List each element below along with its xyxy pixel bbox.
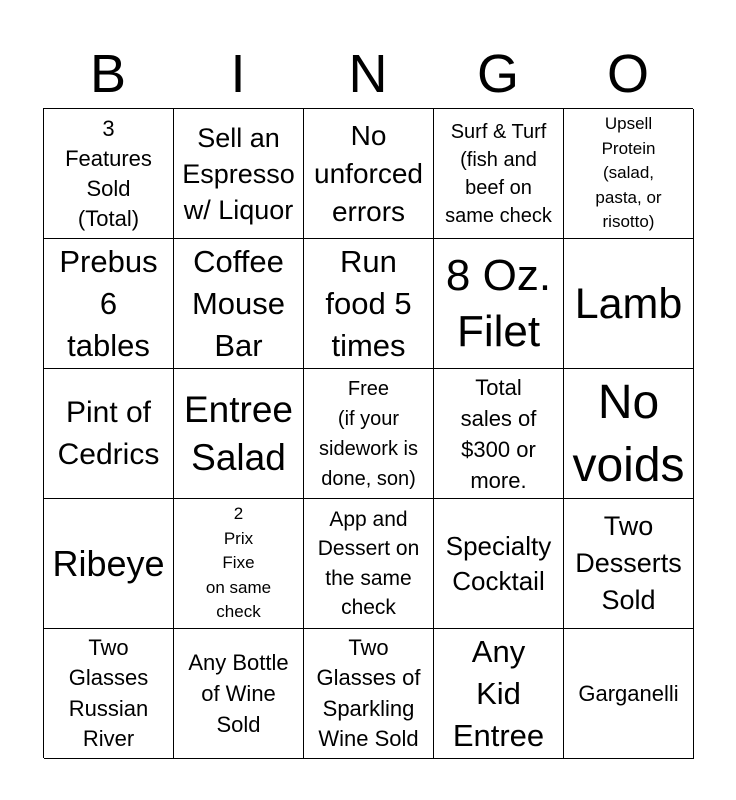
bingo-cell[interactable] [434, 369, 564, 499]
bingo-cell-text: Two Glasses Russian River [68, 634, 149, 751]
bingo-cell-text: Total sales of $300 or more. [460, 374, 537, 493]
header-letter-i: I [230, 44, 246, 104]
bingo-cell-text: 2 Prix Fixe on same check [205, 504, 272, 622]
bingo-cell-text: Two Glasses of Sparkling Wine Sold [316, 634, 421, 751]
bingo-cell[interactable] [564, 239, 694, 369]
bingo-cell[interactable] [174, 109, 304, 239]
header-letter-g: G [476, 44, 519, 104]
bingo-cell-text: App and Dessert on the same check [317, 507, 420, 619]
bingo-cell-text: Garganelli [578, 680, 679, 706]
bingo-cell-text: Ribeye [52, 542, 165, 584]
bingo-cell-text: Any Kid Entree [452, 633, 545, 753]
bingo-cell-text: Two Desserts Sold [575, 511, 682, 615]
bingo-cell[interactable] [304, 499, 434, 629]
bingo-cell[interactable] [44, 369, 174, 499]
bingo-cell[interactable] [44, 629, 174, 759]
bingo-cell[interactable] [434, 629, 564, 759]
bingo-grid [43, 108, 693, 758]
bingo-cell[interactable] [564, 369, 694, 499]
bingo-cell[interactable] [434, 239, 564, 369]
bingo-cell[interactable] [304, 109, 434, 239]
bingo-cell[interactable] [304, 369, 434, 499]
bingo-cell-text: Entree Salad [183, 388, 293, 478]
bingo-cell-text: Any Bottle of Wine Sold [188, 650, 289, 737]
bingo-cell-text: 8 Oz. Filet [445, 250, 552, 356]
bingo-cell[interactable] [564, 499, 694, 629]
bingo-cell[interactable] [434, 109, 564, 239]
bingo-cell[interactable] [174, 369, 304, 499]
bingo-cell[interactable] [174, 499, 304, 629]
bingo-cell-text: Upsell Protein (salad, pasta, or risotto) [595, 114, 662, 232]
bingo-cell-text: Surf & Turf (fish and beef on same check [445, 120, 552, 227]
bingo-cell[interactable] [564, 109, 694, 239]
header-letter-n: N [348, 44, 388, 104]
bingo-cell[interactable] [174, 239, 304, 369]
bingo-cell-text: Pint of Cedrics [57, 395, 160, 471]
header-letter-o: O [606, 44, 649, 104]
bingo-cell-text: Lamb [574, 279, 683, 328]
bingo-cell[interactable] [44, 499, 174, 629]
bingo-header [43, 40, 693, 108]
bingo-cell-text: Sell an Espresso w/ Liquor [182, 122, 295, 225]
bingo-cell[interactable] [174, 629, 304, 759]
bingo-cell[interactable] [564, 629, 694, 759]
bingo-cell[interactable] [304, 239, 434, 369]
bingo-cell[interactable] [44, 239, 174, 369]
bingo-cell-text: 3 Features Sold (Total) [65, 115, 152, 231]
bingo-cell-text: Specialty Cocktail [445, 530, 552, 596]
bingo-cell-text: Run food 5 times [325, 243, 412, 363]
bingo-cell-text: No unforced errors [314, 119, 423, 227]
bingo-cell[interactable] [304, 629, 434, 759]
bingo-cell[interactable] [434, 499, 564, 629]
bingo-cell[interactable] [44, 109, 174, 239]
bingo-cell-text: Free (if your sidework is done, son) [319, 377, 418, 490]
bingo-cell-text: No voids [572, 375, 685, 492]
header-letter-b: B [89, 44, 127, 104]
bingo-cell-text: Prebus 6 tables [59, 243, 158, 363]
bingo-cell-text: Coffee Mouse Bar [191, 243, 286, 363]
